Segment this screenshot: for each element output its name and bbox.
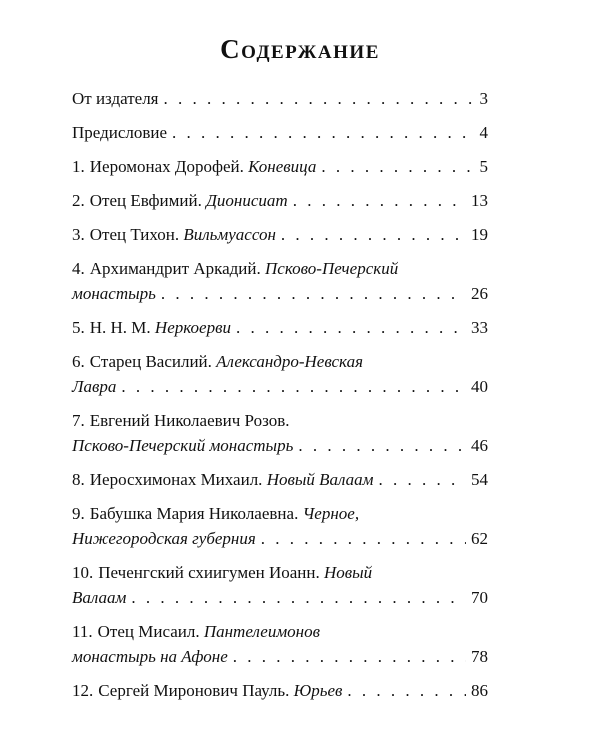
toc-entry-text <box>72 349 363 374</box>
page-number: 19 <box>471 225 488 244</box>
entry-number: 4. <box>72 259 85 278</box>
toc-entry-line <box>72 315 488 340</box>
page-number: 70 <box>471 588 488 607</box>
toc-entry-text <box>72 526 256 551</box>
toc-entry-line <box>72 408 488 433</box>
entry-place: Александро-Невская <box>216 352 363 371</box>
entry-place-cont: Лавра <box>72 377 117 396</box>
toc-entry <box>72 86 488 111</box>
entry-number: 9. <box>72 504 85 523</box>
entry-number: 5. <box>72 318 85 337</box>
toc-entry-text <box>72 619 320 644</box>
entry-place: Пантелеимонов <box>203 622 320 641</box>
toc-entry-text <box>72 86 159 111</box>
toc-entry-line <box>72 222 488 247</box>
dot-leader <box>281 222 466 247</box>
dot-leader <box>236 315 466 340</box>
dot-leader <box>172 120 474 145</box>
entry-number: 8. <box>72 470 85 489</box>
toc-entry <box>72 678 488 703</box>
toc-entry-line <box>72 349 488 374</box>
entry-place: Черное, <box>302 504 360 523</box>
entry-title: Евгений Николаевич Розов. <box>89 411 290 430</box>
entry-number: 2. <box>72 191 85 210</box>
toc-entry-text <box>72 281 156 306</box>
toc-entry <box>72 467 488 492</box>
entry-title: От издателя <box>72 89 159 108</box>
toc-entry-line <box>72 678 488 703</box>
entry-place: Дионисиат <box>206 191 288 210</box>
toc-entry <box>72 408 488 458</box>
toc-entry <box>72 349 488 399</box>
entry-title: Иеромонах Дорофей. <box>89 157 244 176</box>
toc-entry-line <box>72 585 488 610</box>
dot-leader <box>321 154 474 179</box>
dot-leader <box>378 467 466 492</box>
page-number: 54 <box>471 470 488 489</box>
page-number: 13 <box>471 191 488 210</box>
page-number: 78 <box>471 647 488 666</box>
toc-entry-line <box>72 374 488 399</box>
entry-place: Вильмуассон <box>183 225 276 244</box>
entry-title: Н. Н. М. <box>89 318 151 337</box>
toc-entry-line <box>72 86 488 111</box>
toc-entry <box>72 222 488 247</box>
toc-entry <box>72 154 488 179</box>
dot-leader <box>233 644 466 669</box>
toc-entry-text <box>72 678 342 703</box>
toc-entry-line <box>72 256 488 281</box>
toc-entry-line <box>72 188 488 213</box>
page-number: 26 <box>471 284 488 303</box>
entry-number: 7. <box>72 411 85 430</box>
entry-place: Новый <box>324 563 373 582</box>
entry-place: Псково-Печерский <box>265 259 399 278</box>
entry-place-cont: монастырь <box>72 284 156 303</box>
toc-entry <box>72 120 488 145</box>
toc-entry-text <box>72 644 228 669</box>
toc-entry <box>72 256 488 306</box>
entry-title: Архимандрит Аркадий. <box>89 259 261 278</box>
entry-place: Коневица <box>248 157 317 176</box>
entry-number: 6. <box>72 352 85 371</box>
toc-entry-line <box>72 619 488 644</box>
toc-entry-line <box>72 467 488 492</box>
page-title: Содержание <box>220 34 380 64</box>
entry-number: 1. <box>72 157 85 176</box>
toc-entry <box>72 501 488 551</box>
entry-place: Юрьев <box>293 681 343 700</box>
entry-title: Отец Тихон. <box>89 225 180 244</box>
toc-entry-line <box>72 560 488 585</box>
dot-leader <box>131 585 466 610</box>
dot-leader <box>298 433 466 458</box>
toc-entry-line <box>72 433 488 458</box>
toc-entry-text <box>72 433 293 458</box>
toc-entry-line <box>72 644 488 669</box>
toc-entry-line <box>72 501 488 526</box>
entry-place-cont: Валаам <box>72 588 127 607</box>
toc-entry-text <box>72 374 116 399</box>
toc-entry <box>72 315 488 340</box>
toc-entry-line <box>72 154 488 179</box>
page-number: 3 <box>479 89 488 108</box>
toc-entry-text <box>72 408 289 433</box>
page-number: 5 <box>479 157 488 176</box>
toc-entry-text <box>72 501 359 526</box>
entry-title: Отец Мисаил. <box>97 622 200 641</box>
entry-number: 12. <box>72 681 94 700</box>
dot-leader <box>261 526 466 551</box>
toc-entry-text <box>72 222 276 247</box>
toc-entry-line <box>72 120 488 145</box>
toc-entry <box>72 619 488 669</box>
dot-leader <box>347 678 466 703</box>
dot-leader <box>293 188 466 213</box>
page-number: 62 <box>471 529 488 548</box>
entry-title: Старец Василий. <box>89 352 212 371</box>
page-number: 46 <box>471 436 488 455</box>
entry-number: 10. <box>72 563 94 582</box>
dot-leader <box>161 281 466 306</box>
table-of-contents <box>72 86 488 712</box>
toc-entry <box>72 188 488 213</box>
toc-entry-text <box>72 154 316 179</box>
entry-title: Бабушка Мария Николаевна. <box>89 504 299 523</box>
toc-entry-text <box>72 585 126 610</box>
toc-entry-text <box>72 560 372 585</box>
page-number: 86 <box>471 681 488 700</box>
dot-leader <box>164 86 475 111</box>
toc-entry-text <box>72 315 231 340</box>
entry-place-cont: Псково-Печерский монастырь <box>72 436 294 455</box>
dot-leader <box>121 374 466 399</box>
entry-number: 3. <box>72 225 85 244</box>
toc-entry <box>72 560 488 610</box>
entry-title: Иеросхимонах Михаил. <box>89 470 263 489</box>
entry-title: Предисловие <box>72 123 168 142</box>
entry-place: Новый Валаам <box>266 470 374 489</box>
entry-number: 11. <box>72 622 93 641</box>
entry-title: Сергей Миронович Пауль. <box>98 681 290 700</box>
page-number: 40 <box>471 377 488 396</box>
entry-place: Неркоерви <box>154 318 231 337</box>
toc-entry-text <box>72 256 398 281</box>
entry-place-cont: Нижегородская губерния <box>72 529 256 548</box>
entry-place-cont: монастырь на Афоне <box>72 647 228 666</box>
entry-title: Печенгский схиигумен Иоанн. <box>98 563 320 582</box>
page-number: 33 <box>471 318 488 337</box>
toc-entry-line <box>72 526 488 551</box>
toc-entry-text <box>72 467 373 492</box>
toc-entry-text <box>72 188 288 213</box>
page-number: 4 <box>479 123 488 142</box>
toc-entry-line <box>72 281 488 306</box>
entry-title: Отец Евфимий. <box>89 191 202 210</box>
toc-entry-text <box>72 120 167 145</box>
